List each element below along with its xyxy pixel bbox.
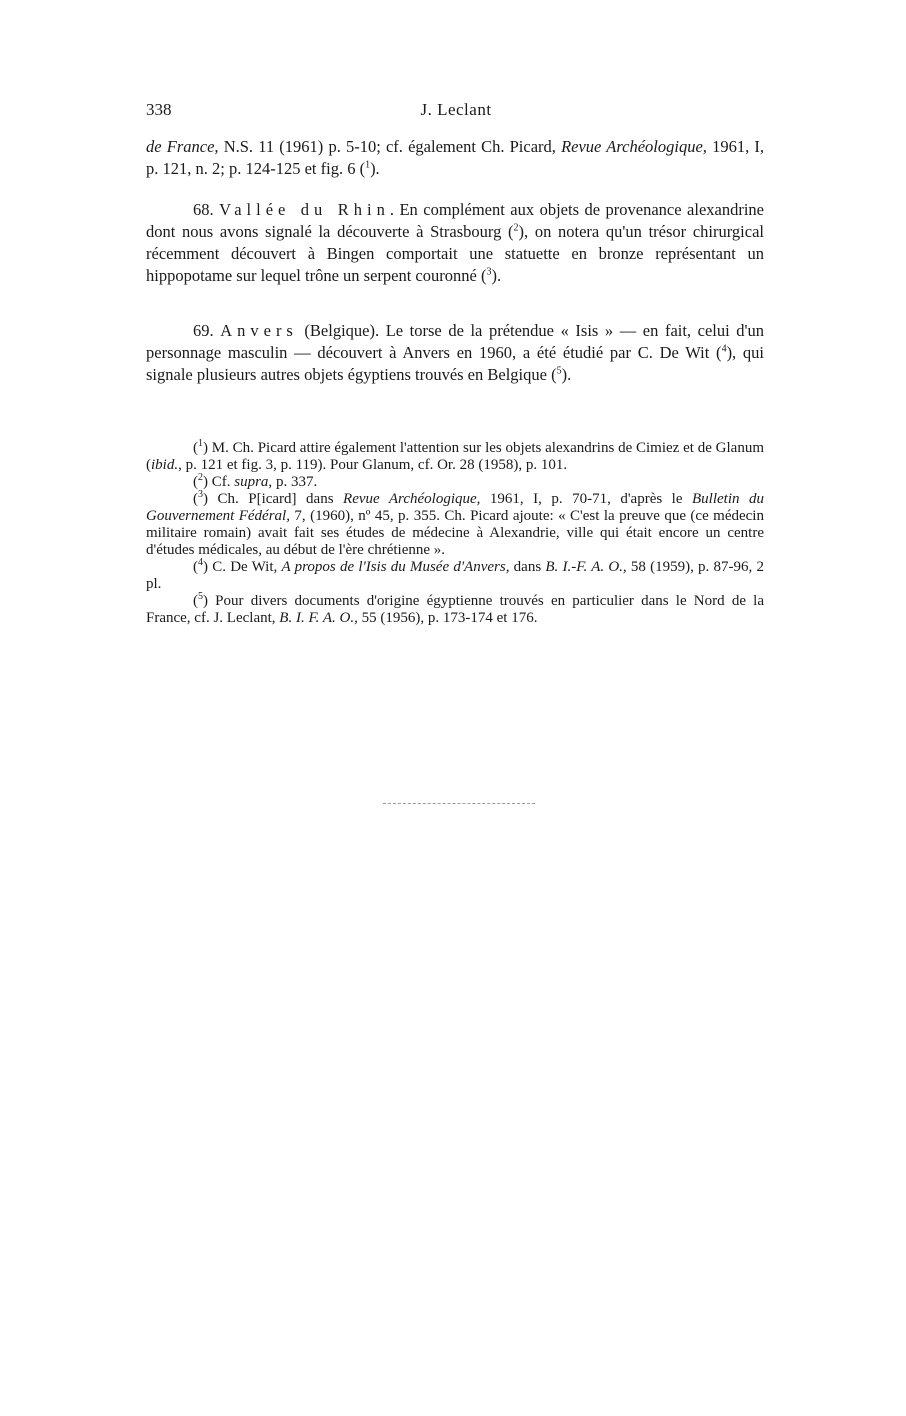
section-heading: Vallée du Rhin: [219, 200, 390, 219]
text-run: ).: [370, 159, 380, 178]
journal-title: Revue Archéologique,: [561, 137, 707, 156]
running-head: J. Leclant: [420, 100, 492, 119]
text-run: N.S. 11 (1961) p. 5-10; cf. également Ch. Picard,: [218, 137, 562, 156]
text-run: dans: [509, 559, 546, 575]
footnote-ref: 5: [556, 365, 562, 377]
italic-text: ibid.: [151, 457, 179, 473]
footnote-mark: 2: [198, 472, 203, 483]
footnotes: [146, 440, 764, 627]
text-run: (Belgique). Le torse de la prétendue « Isis » — en fait, celui d'un personnage masculin — découvert à Anvers en 1960, a été étudié par C. De Wit (: [146, 321, 764, 362]
page-header: [146, 100, 766, 124]
footnote-ref: 2: [513, 222, 519, 234]
footnote-mark: 3: [198, 489, 203, 500]
footnote-mark: 4: [198, 557, 203, 568]
italic-text: B. I. F. A. O.,: [279, 610, 358, 626]
footnote-mark: 1: [198, 438, 203, 449]
text-run: ), qui signale plusieurs autres objets égyptiens trouvés en Belgique (: [146, 343, 764, 384]
text-run: ) Ch. P[icard] dans: [203, 491, 344, 507]
paragraph-69: [146, 320, 764, 386]
footnote-4: ($^4$) C. De Wit, A propos de l'Isis du Musée d'Anvers, dans B. I.-F. A. O., 58 (1959), p. 87-96, 2 pl.: [146, 557, 764, 592]
text-run: 7, (1960), nº 45, p. 355. Ch. Picard ajoute: « C'est la preuve que (ce médecin militaire romain) avait fait ses études de médecine à Alexandrie, ville qui était encore un centre d'études médicales, au début de l'ère chrétienne ».: [146, 508, 764, 558]
text-run: ) M. Ch. Picard attire également l'attention sur les objets alexandrins de Cimiez et de Glanum (: [146, 440, 764, 473]
footnote-3: ($^3$) Ch. P[icard] dans Revue Archéologique, 1961, I, p. 70-71, d'après le Bulletin du Gouvernement Fédéral, 7, (1960), nº 45, p. 355. Ch. Picard ajoute: « C'est la preuve que (ce médecin militaire romain) avait fait ses études de médecine à Alexandrie, ville qui était encore un centre d'études médicales, au début de l'ère chrétienne ».: [146, 489, 764, 558]
italic-text: Bulletin du Gouvernement Fédéral,: [146, 491, 764, 524]
paragraph-continuation: [146, 136, 764, 180]
page-number: 338: [146, 100, 172, 119]
footnote-5: ($^5$) Pour divers documents d'origine égyptienne trouvés en particulier dans le Nord de la France, cf. J. Leclant, B. I. F. A. O., 55 (1956), p. 173-174 et 176.: [146, 591, 764, 626]
text-run: 58 (1959), p. 87-96, 2 pl.: [146, 559, 764, 592]
section-number: 68.: [193, 200, 220, 219]
text-run: ), on notera qu'un trésor chirurgical récemment découvert à Bingen comportait une statuette en bronze représentant un hippopotame sur lequel trône un serpent couronné (: [146, 222, 764, 285]
text-run: . En complément aux objets de provenance alexandrine dont nous avons signalé la découverte à Strasbourg (: [146, 200, 764, 241]
footnote-ref: 1: [365, 159, 371, 171]
text-run: 1961, I, p. 121, n. 2; p. 124-125 et fig. 6 (: [146, 137, 764, 178]
text-run: 1961, I, p. 70-71, d'après le: [480, 491, 692, 507]
text-run: 55 (1956), p. 173-174 et 176.: [357, 610, 538, 626]
section-heading: Anvers: [220, 321, 298, 340]
paragraph-68: [146, 199, 764, 287]
footnote-1: ($^1$) M. Ch. Picard attire également l'attention sur les objets alexandrins de Cimiez et de Glanum (ibid., p. 121 et fig. 3, p. 119). Pour Glanum, cf. Or. 28 (1958), p. 101.: [146, 438, 764, 473]
italic-text: supra,: [234, 474, 273, 490]
text-run: ) C. De Wit,: [203, 559, 282, 575]
section-divider: [383, 803, 535, 805]
text-run: ) Cf.: [203, 474, 235, 490]
text-run: ).: [491, 266, 502, 285]
footnote-mark: 5: [198, 591, 203, 602]
footnote-2: ($^2$) Cf. supra, p. 337.: [193, 472, 318, 490]
text-run: ).: [561, 365, 572, 384]
italic-text: Revue Archéologique,: [343, 491, 481, 507]
section-number: 69.: [193, 321, 221, 340]
text-run: p. 337.: [272, 474, 318, 490]
footnote-ref: 3: [486, 266, 492, 278]
italic-text: A propos de l'Isis du Musée d'Anvers,: [281, 559, 510, 575]
text-run: ) Pour divers documents d'origine égyptienne trouvés en particulier dans le Nord de la France, cf. J. Leclant,: [146, 593, 764, 626]
italic-text: B. I.-F. A. O.,: [545, 559, 627, 575]
footnote-ref: 4: [721, 343, 727, 355]
italic-text: de France,: [146, 137, 219, 156]
text-run: , p. 121 et fig. 3, p. 119). Pour Glanum, cf. Or. 28 (1958), p. 101.: [178, 457, 568, 473]
